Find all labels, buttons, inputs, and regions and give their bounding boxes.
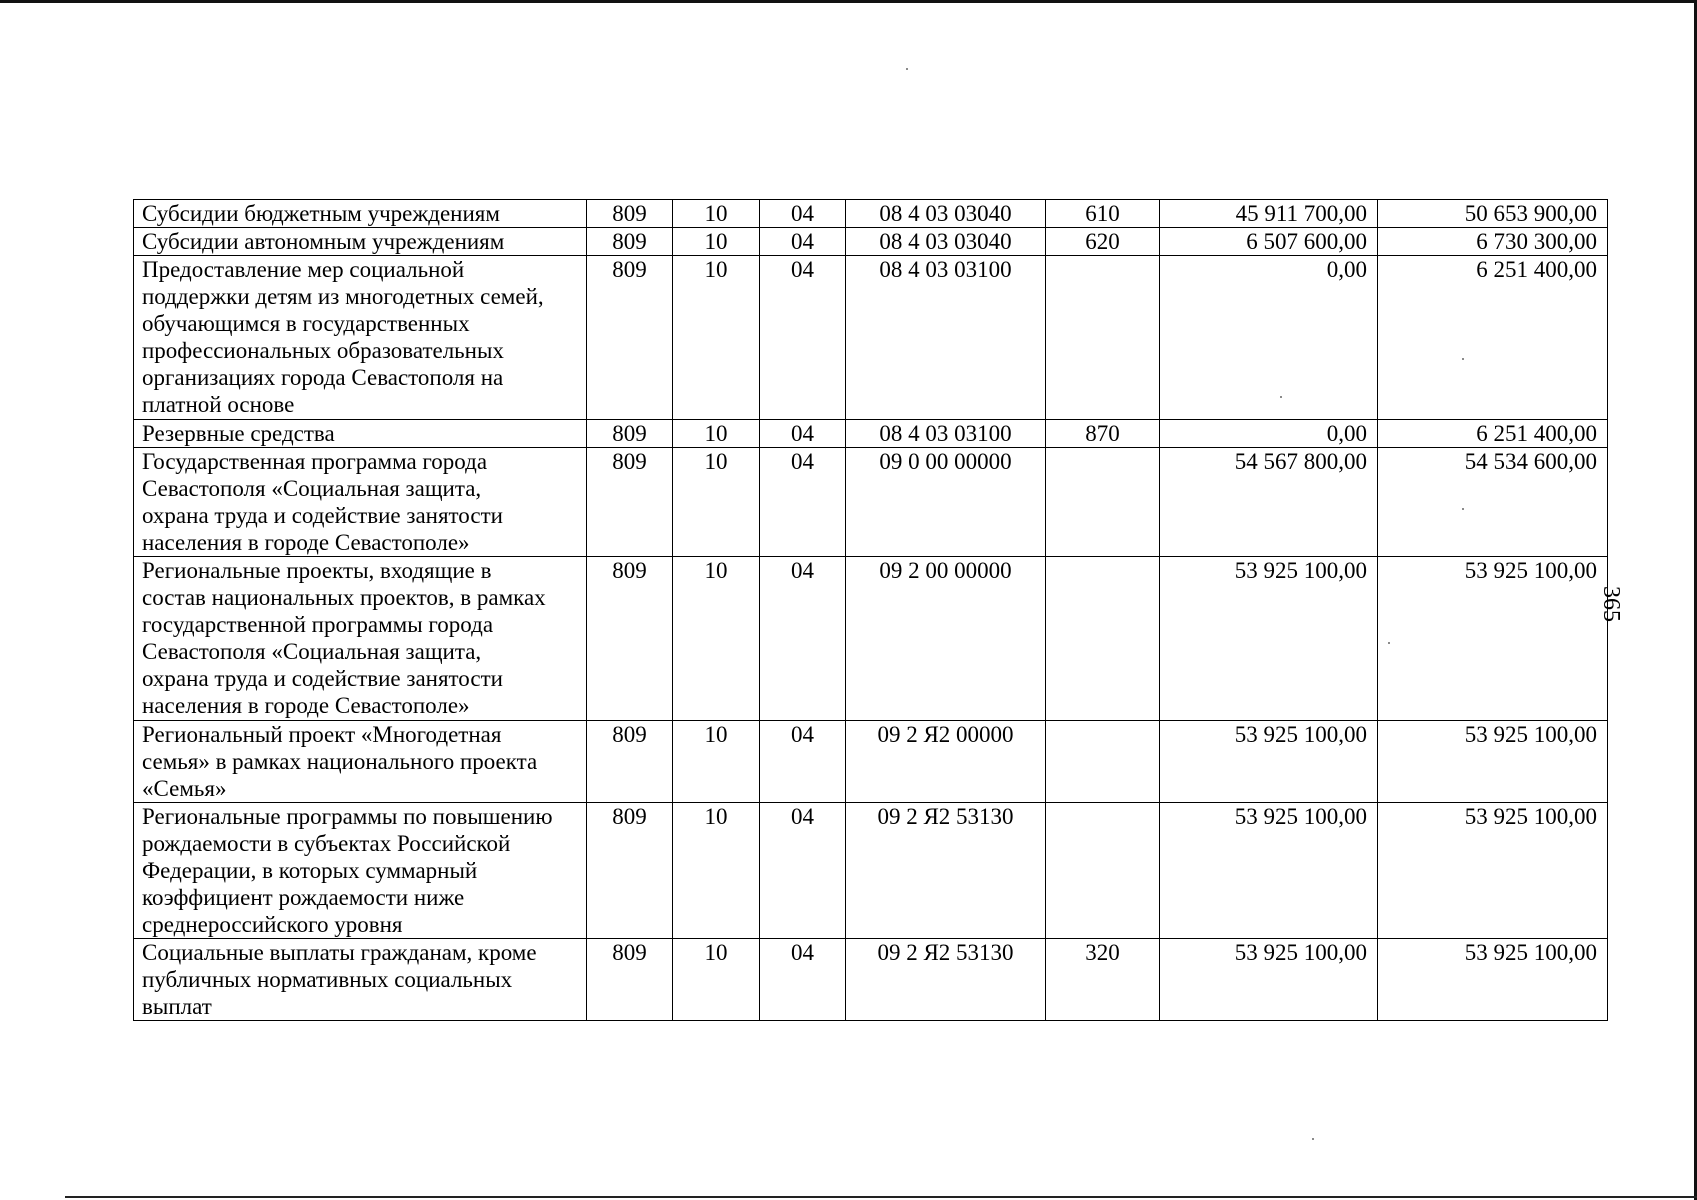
row-razdel: 10 [673, 803, 760, 939]
row-vr [1046, 448, 1160, 557]
row-podrazdel: 04 [760, 256, 846, 420]
row-ved: 809 [587, 803, 673, 939]
row-name: Региональные программы по повышению рождаемости в субъектах Российской Федерации, в которых суммарный коэффициент рождаемости ниже среднероссийского уровня [134, 803, 587, 939]
row-sum-1: 53 925 100,00 [1160, 939, 1378, 1021]
row-sum-2: 6 730 300,00 [1378, 228, 1608, 256]
row-vr: 320 [1046, 939, 1160, 1021]
row-podrazdel: 04 [760, 557, 846, 721]
row-podrazdel: 04 [760, 228, 846, 256]
row-vr: 610 [1046, 200, 1160, 228]
row-razdel: 10 [673, 228, 760, 256]
row-sum-2: 6 251 400,00 [1378, 420, 1608, 448]
row-razdel: 10 [673, 721, 760, 803]
page-number: 365 [1598, 586, 1624, 622]
row-ved: 809 [587, 939, 673, 1021]
row-ved: 809 [587, 228, 673, 256]
row-vr [1046, 557, 1160, 721]
scan-speck [1312, 1138, 1314, 1140]
row-sum-1: 53 925 100,00 [1160, 803, 1378, 939]
row-vr: 620 [1046, 228, 1160, 256]
row-ved: 809 [587, 721, 673, 803]
row-sum-2: 53 925 100,00 [1378, 803, 1608, 939]
budget-table [133, 199, 1608, 1021]
row-sum-1: 53 925 100,00 [1160, 557, 1378, 721]
row-sum-1: 45 911 700,00 [1160, 200, 1378, 228]
row-sum-2: 54 534 600,00 [1378, 448, 1608, 557]
row-podrazdel: 04 [760, 200, 846, 228]
row-sum-1: 54 567 800,00 [1160, 448, 1378, 557]
row-podrazdel: 04 [760, 939, 846, 1021]
row-razdel: 10 [673, 448, 760, 557]
row-podrazdel: 04 [760, 448, 846, 557]
row-podrazdel: 04 [760, 721, 846, 803]
row-csr: 08 4 03 03100 [846, 420, 1046, 448]
row-csr: 08 4 03 03040 [846, 200, 1046, 228]
page-edge-top [0, 0, 1697, 3]
row-csr: 09 2 Я2 53130 [846, 939, 1046, 1021]
table-row [134, 557, 1608, 721]
table-row [134, 803, 1608, 939]
row-vr [1046, 721, 1160, 803]
row-name: Государственная программа города Севастополя «Социальная защита, охрана труда и содействие занятости населения в городе Севастополе» [134, 448, 587, 557]
row-razdel: 10 [673, 939, 760, 1021]
row-sum-1: 53 925 100,00 [1160, 721, 1378, 803]
row-sum-2: 50 653 900,00 [1378, 200, 1608, 228]
row-name: Субсидии автономным учреждениям [134, 228, 587, 256]
row-sum-1: 0,00 [1160, 420, 1378, 448]
page-edge-bottom [65, 1196, 1697, 1198]
row-csr: 09 0 00 00000 [846, 448, 1046, 557]
row-razdel: 10 [673, 557, 760, 721]
row-name: Региональные проекты, входящие в состав национальных проектов, в рамках государственной программы города Севастополя «Социальная защита, охрана труда и содействие занятости населения в городе Севастополе» [134, 557, 587, 721]
row-sum-2: 53 925 100,00 [1378, 721, 1608, 803]
row-csr: 08 4 03 03040 [846, 228, 1046, 256]
row-sum-1: 6 507 600,00 [1160, 228, 1378, 256]
row-csr: 09 2 Я2 00000 [846, 721, 1046, 803]
row-name: Региональный проект «Многодетная семья» в рамках национального проекта «Семья» [134, 721, 587, 803]
table-row [134, 420, 1608, 448]
row-vr [1046, 256, 1160, 420]
row-ved: 809 [587, 200, 673, 228]
row-ved: 809 [587, 448, 673, 557]
table-row [134, 448, 1608, 557]
table-row [134, 228, 1608, 256]
row-ved: 809 [587, 557, 673, 721]
row-sum-2: 53 925 100,00 [1378, 557, 1608, 721]
table-row [134, 256, 1608, 420]
row-csr: 09 2 00 00000 [846, 557, 1046, 721]
row-name: Субсидии бюджетным учреждениям [134, 200, 587, 228]
row-vr [1046, 803, 1160, 939]
row-csr: 09 2 Я2 53130 [846, 803, 1046, 939]
row-sum-2: 6 251 400,00 [1378, 256, 1608, 420]
row-name: Социальные выплаты гражданам, кроме публичных нормативных социальных выплат [134, 939, 587, 1021]
row-podrazdel: 04 [760, 803, 846, 939]
row-razdel: 10 [673, 200, 760, 228]
table-row [134, 939, 1608, 1021]
row-name: Резервные средства [134, 420, 587, 448]
scan-speck [906, 68, 908, 70]
table-row [134, 200, 1608, 228]
row-ved: 809 [587, 256, 673, 420]
row-vr: 870 [1046, 420, 1160, 448]
row-ved: 809 [587, 420, 673, 448]
row-razdel: 10 [673, 420, 760, 448]
table-row [134, 721, 1608, 803]
row-razdel: 10 [673, 256, 760, 420]
row-sum-1: 0,00 [1160, 256, 1378, 420]
row-name: Предоставление мер социальной поддержки детям из многодетных семей, обучающимся в государственных профессиональных образовательных организациях города Севастополя на платной основе [134, 256, 587, 420]
row-csr: 08 4 03 03100 [846, 256, 1046, 420]
row-sum-2: 53 925 100,00 [1378, 939, 1608, 1021]
row-podrazdel: 04 [760, 420, 846, 448]
